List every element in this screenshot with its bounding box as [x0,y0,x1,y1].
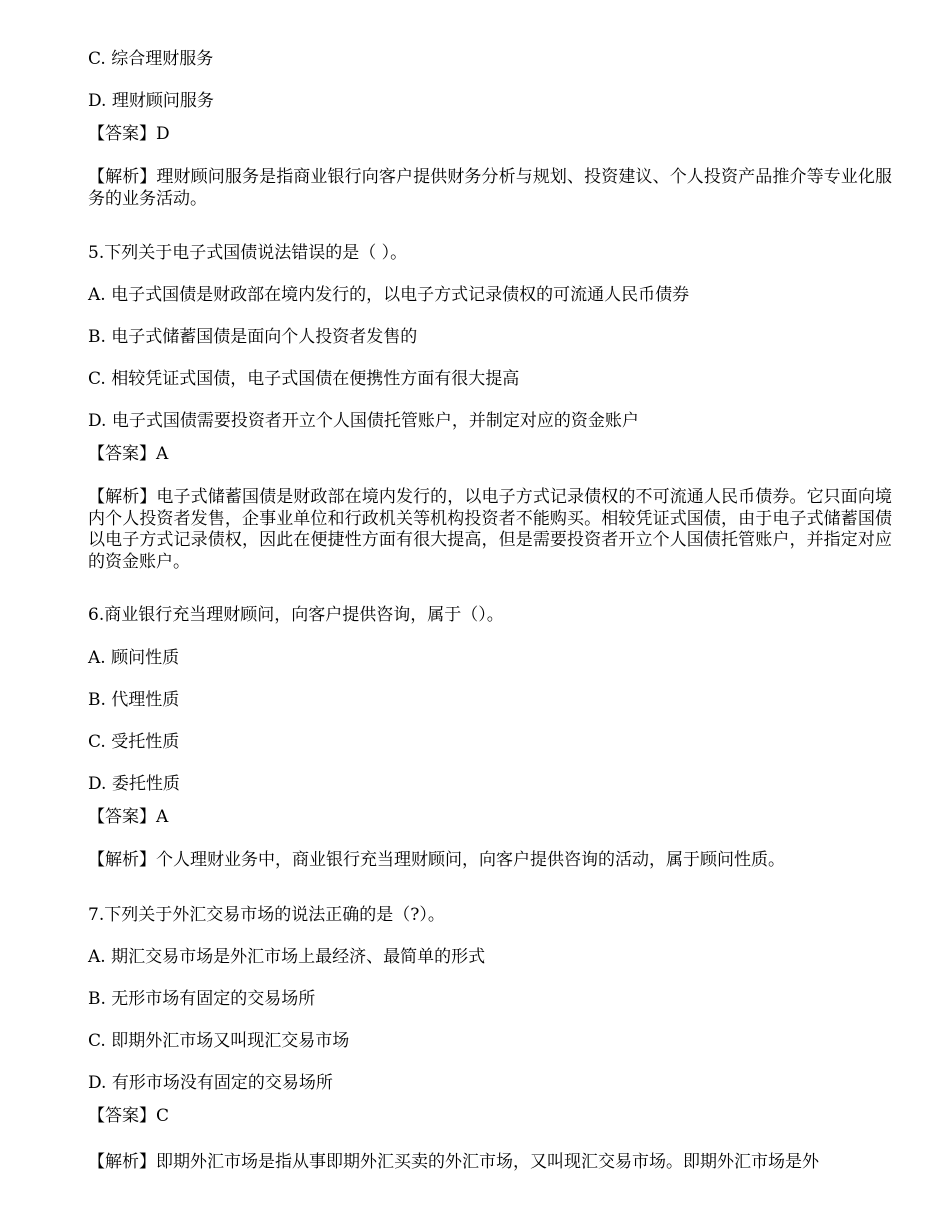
question-7-explanation: 【解析】即期外汇市场是指从事即期外汇买卖的外汇市场，又叫现汇交易市场。即期外汇市场是外 [88,1152,819,1172]
question-6-stem: 6.商业银行充当理财顾问，向客户提供咨询，属于（）。 [88,605,504,625]
question-6-option-c: C. 受托性质 [88,732,180,752]
question-7-option-d: D. 有形市场没有固定的交易场所 [88,1073,333,1093]
question-5-option-b: B. 电子式储蓄国债是面向个人投资者发售的 [88,327,418,347]
question-6-option-b: B. 代理性质 [88,690,180,710]
question-7-option-b: B. 无形市场有固定的交易场所 [88,989,316,1009]
option-c: C. 综合理财服务 [88,49,214,69]
question-5-option-d: D. 电子式国债需要投资者开立个人国债托管账户，并制定对应的资金账户 [88,411,639,431]
question-5-stem: 5.下列关于电子式国债说法错误的是（ ）。 [88,243,408,263]
question-7-option-c: C. 即期外汇市场又叫现汇交易市场 [88,1031,350,1051]
question-7-option-a: A. 期汇交易市场是外汇市场上最经济、最简单的形式 [88,947,486,967]
question-5-explanation: 【解析】电子式储蓄国债是财政部在境内发行的，以电子方式记录债权的不可流通人民币债券。它只面向境内个人投资者发售，企事业单位和行政机关等机构投资者不能购买。相较凭证式国债，由于电子式储蓄国债以电子方式记录债权，因此在便捷性方面有很大提高，但是需要投资者开立个人国债托管账户，并指定对应的资金账户。 [88,487,892,572]
question-6-explanation: 【解析】个人理财业务中，商业银行充当理财顾问，向客户提供咨询的活动，属于顾问性质。 [88,850,785,870]
question-7-answer: 【答案】C [88,1106,170,1126]
question-5-option-c: C. 相较凭证式国债，电子式国债在便携性方面有很大提高 [88,369,520,389]
explanation-paragraph: 【解析】理财顾问服务是指商业银行向客户提供财务分析与规划、投资建议、个人投资产品推介等专业化服务的业务活动。 [88,167,892,209]
question-7-stem: 7.下列关于外汇交易市场的说法正确的是（?）。 [88,905,445,925]
option-d: D. 理财顾问服务 [88,91,214,111]
question-6-option-a: A. 顾问性质 [88,648,180,668]
question-5-option-a: A. 电子式国债是财政部在境内发行的，以电子方式记录债权的可流通人民币债券 [88,285,690,305]
question-5-answer: 【答案】A [88,444,169,464]
question-6-option-d: D. 委托性质 [88,774,180,794]
answer-line: 【答案】D [88,124,170,144]
question-6-answer: 【答案】A [88,807,169,827]
